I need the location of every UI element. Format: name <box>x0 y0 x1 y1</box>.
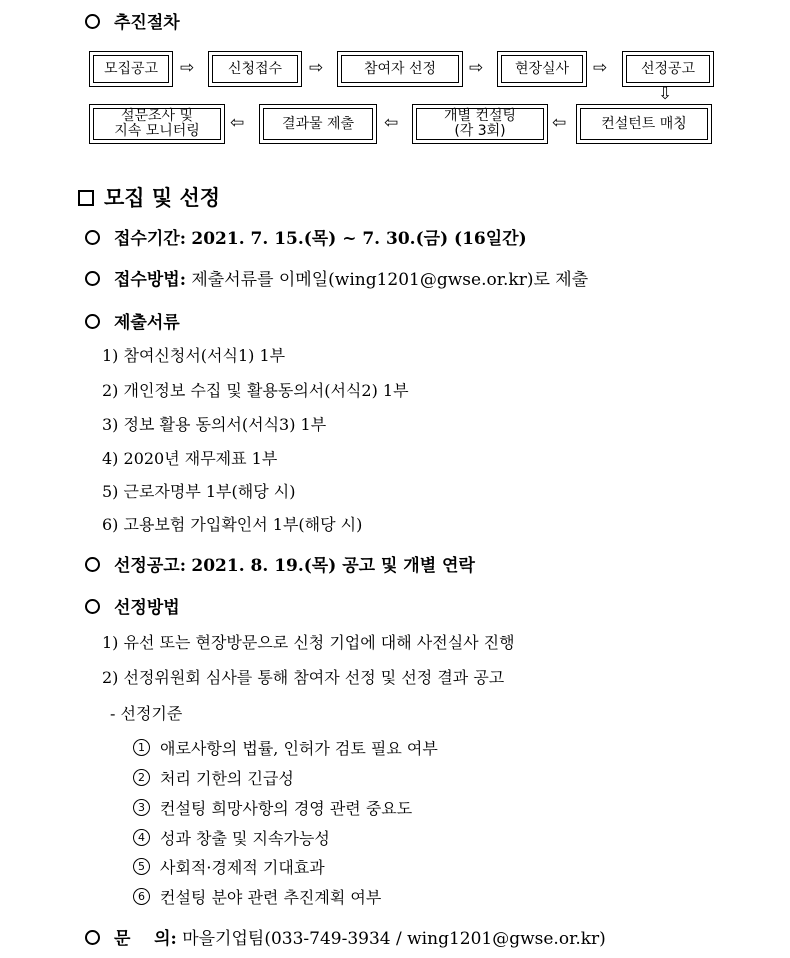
period-label: 접수기간: <box>114 229 186 249</box>
flow-step-8: 결과물 제출 <box>259 104 377 144</box>
document-item: 1) 참여신청서(서식1) 1부 <box>102 346 286 365</box>
documents-label: 제출서류 <box>114 313 180 333</box>
period-value: 2021. 7. 15.(목) ~ 7. 30.(금) (16일간) <box>191 229 527 249</box>
method-value: 제출서류를 이메일(wing1201@gwse.or.kr)로 제출 <box>191 270 589 290</box>
arrow-down-icon: ⇩ <box>658 84 673 104</box>
number-1-icon: 1 <box>133 739 150 756</box>
selection-item: 2) 선정위원회 심사를 통해 참여자 선정 및 선정 결과 공고 <box>102 668 505 687</box>
criteria-item: 1 애로사항의 법률, 인허가 검토 필요 여부 <box>133 738 438 760</box>
method-row <box>85 269 588 291</box>
criteria-item: 5 사회적·경제적 기대효과 <box>133 857 325 879</box>
flow-step-2: 신청접수 <box>208 51 302 87</box>
criteria-item: 3 컨설팅 희망사항의 경영 관련 중요도 <box>133 798 412 820</box>
announce-label: 선정공고: <box>114 556 186 576</box>
selection-label: 선정방법 <box>114 598 180 618</box>
document-item: 2) 개인정보 수집 및 활용동의서(서식2) 1부 <box>102 381 409 400</box>
arrow-right-icon: ⇨ <box>309 58 324 78</box>
flow-step-4: 현장실사 <box>497 51 587 87</box>
arrow-left-icon: ⇦ <box>552 113 567 133</box>
circle-bullet-icon <box>85 271 100 286</box>
arrow-right-icon: ⇨ <box>469 58 484 78</box>
announce-row <box>85 555 475 577</box>
number-2-icon: 2 <box>133 769 150 786</box>
document-item: 3) 정보 활용 동의서(서식3) 1부 <box>102 415 327 434</box>
period-row <box>85 228 527 250</box>
method-label: 접수방법: <box>114 270 186 290</box>
selection-item: 1) 유선 또는 현장방문으로 신청 기업에 대해 사전실사 진행 <box>102 633 515 652</box>
document-item: 5) 근로자명부 1부(해당 시) <box>102 482 296 501</box>
arrow-left-icon: ⇦ <box>230 113 245 133</box>
flow-step-5: 선정공고 <box>622 51 714 87</box>
process-heading: 추진절차 <box>114 13 180 33</box>
flow-step-7: 개별 컨설팅 (각 3회) <box>412 104 548 144</box>
contact-value: 마을기업팀(033-749-3934 / wing1201@gwse.or.kr) <box>182 929 606 949</box>
arrow-left-icon: ⇦ <box>384 113 399 133</box>
square-bullet-icon <box>78 190 94 206</box>
circle-bullet-icon <box>85 599 100 614</box>
section-title: 모집 및 선정 <box>104 185 221 210</box>
contact-row <box>85 928 606 950</box>
flow-step-9: 설문조사 및 지속 모니터링 <box>89 104 225 144</box>
circle-bullet-icon <box>85 230 100 245</box>
criteria-label: - 선정기준 <box>110 704 183 723</box>
flow-step-6: 컨설턴트 매칭 <box>576 104 712 144</box>
number-5-icon: 5 <box>133 858 150 875</box>
arrow-right-icon: ⇨ <box>180 58 195 78</box>
document-item: 6) 고용보험 가입확인서 1부(해당 시) <box>102 515 363 534</box>
arrow-right-icon: ⇨ <box>593 58 608 78</box>
documents-row <box>85 312 180 334</box>
circle-bullet-icon <box>85 314 100 329</box>
circle-bullet-icon <box>85 557 100 572</box>
circle-bullet-icon <box>85 930 100 945</box>
selection-row <box>85 597 180 619</box>
flow-step-1: 모집공고 <box>89 51 173 87</box>
document-item: 4) 2020년 재무제표 1부 <box>102 449 278 468</box>
circle-bullet-icon <box>85 14 100 29</box>
criteria-item: 6 컨설팅 분야 관련 추진계획 여부 <box>133 887 381 909</box>
criteria-item: 4 성과 창출 및 지속가능성 <box>133 828 330 850</box>
contact-label: 문 의: <box>114 929 177 949</box>
number-4-icon: 4 <box>133 829 150 846</box>
process-heading-row <box>85 12 180 34</box>
announce-value: 2021. 8. 19.(목) 공고 및 개별 연락 <box>191 556 475 576</box>
flow-step-3: 참여자 선정 <box>337 51 463 87</box>
section-title-row <box>78 182 220 212</box>
criteria-item: 2 처리 기한의 긴급성 <box>133 768 294 790</box>
number-6-icon: 6 <box>133 888 150 905</box>
number-3-icon: 3 <box>133 799 150 816</box>
